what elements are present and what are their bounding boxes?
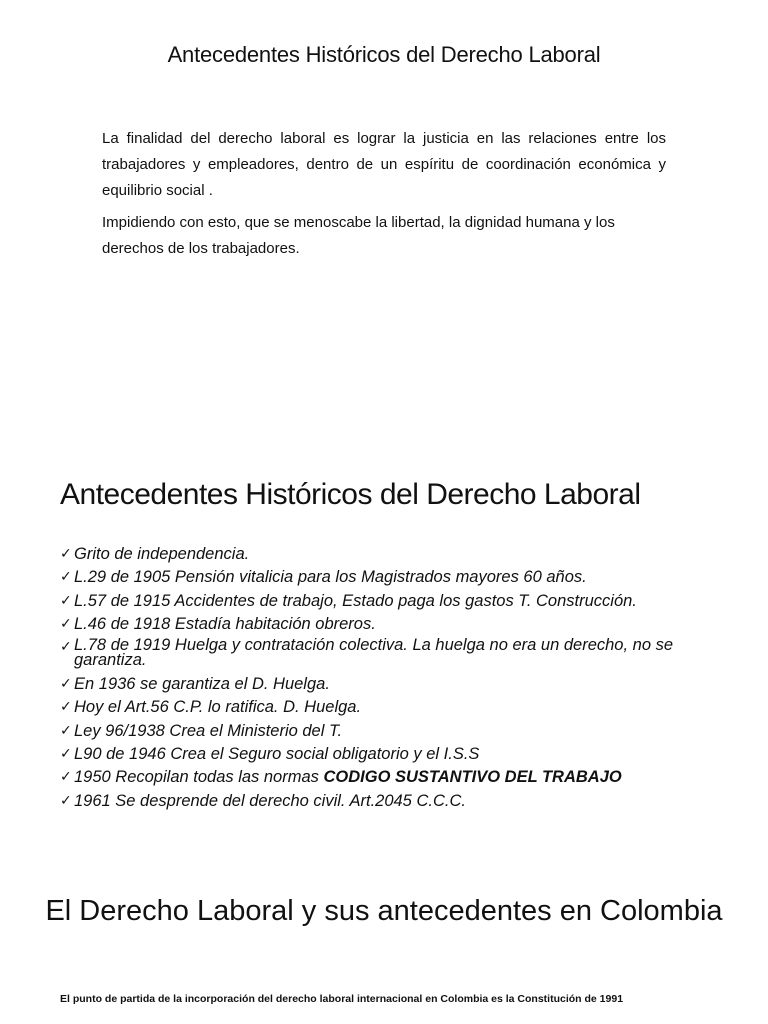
- slide-2: [0, 440, 768, 860]
- list-item: ✓ L.57 de 1915 Accidentes de trabajo, Estado paga los gastos T. Construcción.: [60, 590, 740, 613]
- slide-1-title: Antecedentes Históricos del Derecho Laboral: [167, 42, 601, 67]
- checkmark-icon: ✓: [60, 592, 72, 609]
- list-item: ✓ 1961 Se desprende del derecho civil. Art.2045 C.C.C.: [60, 790, 740, 813]
- slide-3: [0, 860, 768, 1024]
- slide-1-paragraph-2: Impidiendo con esto, que se menoscabe la libertad, la dignidad humana y los derechos de los trabajadores.: [102, 214, 615, 257]
- checkmark-icon: ✓: [60, 676, 72, 693]
- checkmark-icon: ✓: [60, 746, 72, 763]
- slide-2-title: Antecedentes Históricos del Derecho Laboral: [60, 478, 641, 511]
- checkmark-icon: ✓: [60, 615, 72, 632]
- list-item: ✓ L.78 de 1919 Huelga y contratación colectiva. La huelga no era un derecho, no se garantiza.: [60, 636, 674, 670]
- checkmark-icon: ✓: [60, 722, 72, 739]
- list-item: ✓ L.46 de 1918 Estadía habitación obreros.: [60, 613, 740, 636]
- history-list: [60, 543, 740, 813]
- checkmark-icon: ✓: [60, 569, 72, 586]
- list-item: ✓ Ley 96/1938 Crea el Ministerio del T.: [60, 720, 740, 743]
- list-item: ✓ L.29 de 1905 Pensión vitalicia para los Magistrados mayores 60 años.: [60, 566, 740, 589]
- slide-1-paragraph-1: La finalidad del derecho laboral es lograr la justicia en las relaciones entre los trabajadores y empleadores, dentro de un espíritu de coordinación económica y equilibrio social .: [102, 130, 666, 199]
- checkmark-icon: ✓: [60, 546, 72, 562]
- list-item: ✓ Hoy el Art.56 C.P. lo ratifica. D. Huelga.: [60, 696, 740, 719]
- list-item: ✓ L90 de 1946 Crea el Seguro social obligatorio y el I.S.S: [60, 743, 740, 766]
- checkmark-icon: ✓: [60, 792, 72, 809]
- list-item: ✓ En 1936 se garantiza el D. Huelga.: [60, 673, 740, 696]
- slide-3-body: El punto de partida de la incorporación del derecho laboral internacional en Colombia es la Constitución de 1991: [60, 993, 624, 1005]
- slide-1-body: [102, 126, 666, 268]
- list-item: ✓ 1950 Recopilan todas las normas CODIGO SUSTANTIVO DEL TRABAJO: [60, 766, 740, 789]
- slide-3-title: El Derecho Laboral y sus antecedentes en Colombia: [45, 895, 723, 927]
- checkmark-icon: ✓: [60, 769, 72, 786]
- list-item: ✓ Grito de independencia.: [60, 543, 740, 566]
- checkmark-icon: ✓: [60, 639, 72, 656]
- slide-1: [0, 0, 768, 440]
- checkmark-icon: ✓: [60, 699, 72, 716]
- list-item-emphasis: CODIGO SUSTANTIVO DEL TRABAJO: [323, 768, 622, 787]
